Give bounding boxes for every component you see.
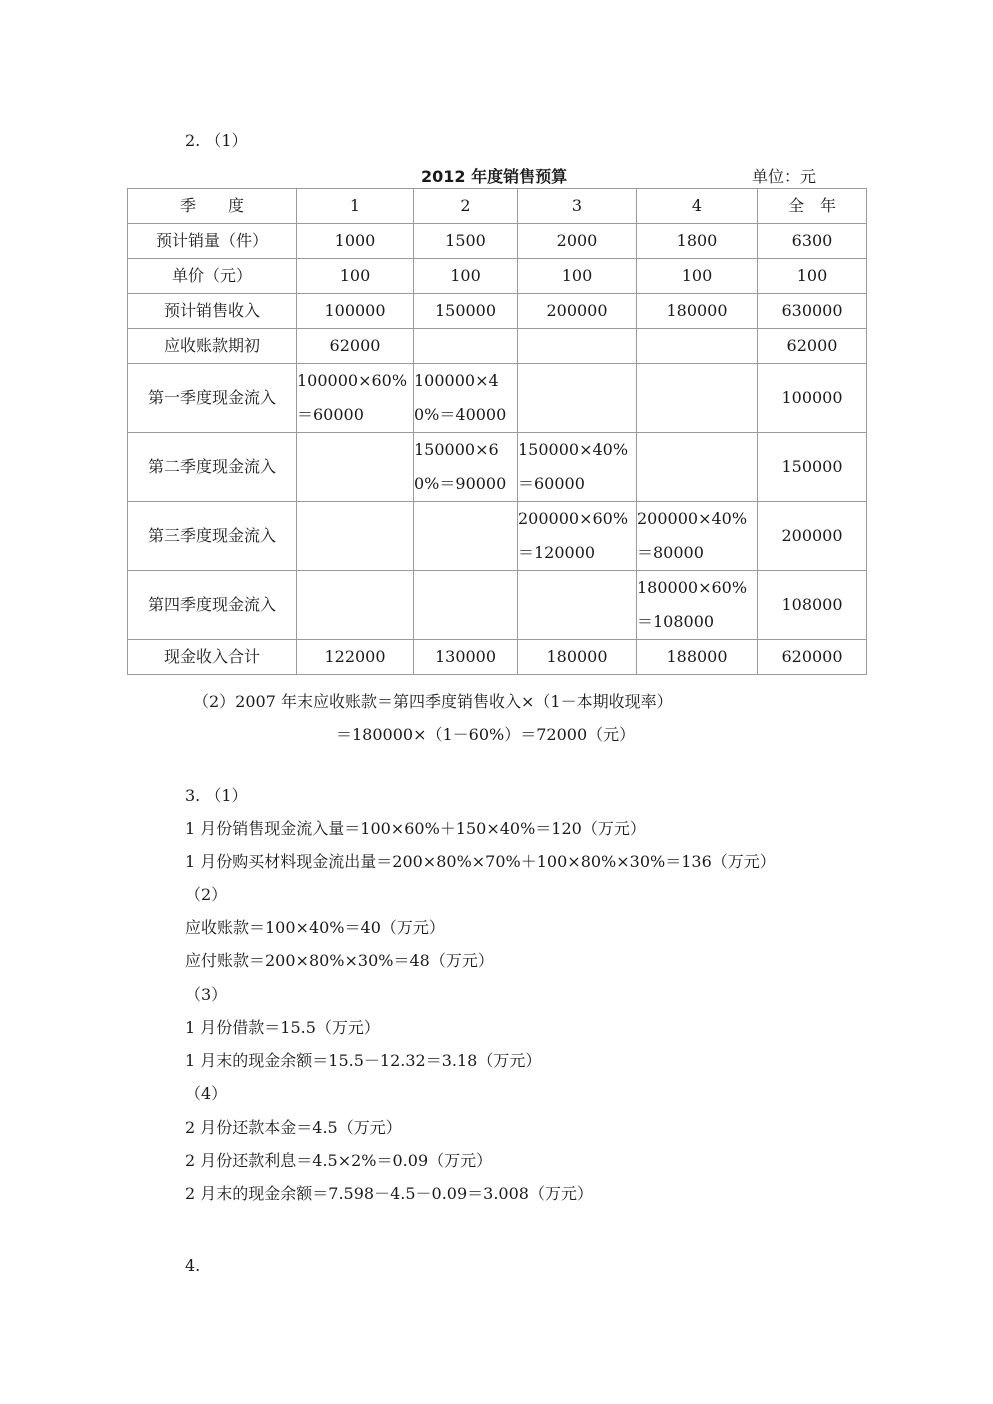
table-row — [128, 571, 867, 640]
table-cell: 100 — [297, 259, 414, 294]
table-cell: 200000 — [518, 294, 637, 329]
header-cell: 4 — [637, 189, 758, 224]
table-cell: 150000 — [758, 433, 867, 502]
table-cell: 180000 — [637, 294, 758, 329]
table-cell: 100 — [414, 259, 518, 294]
table-cell: 630000 — [758, 294, 867, 329]
table-row — [128, 294, 867, 329]
table-cell — [518, 571, 637, 640]
table-total-row — [128, 640, 867, 675]
table-cell — [414, 502, 518, 571]
table-cell: 180000 — [518, 640, 637, 675]
table-unit: 单位：元 — [752, 167, 817, 186]
table-cell: 62000 — [758, 329, 867, 364]
q3-line: （3） — [185, 985, 228, 1004]
table-row — [128, 224, 867, 259]
table-cell: 150000 — [414, 294, 518, 329]
q3-line: 应收账款＝100×40%＝40（万元） — [185, 918, 445, 937]
table-cell: 180000×60%＝108000 — [637, 571, 758, 640]
q2-part2-line1: （2）2007 年末应收账款＝第四季度销售收入×（1－本期收现率） — [193, 692, 673, 711]
table-header-row — [128, 189, 867, 224]
table-row — [128, 502, 867, 571]
table-cell: 122000 — [297, 640, 414, 675]
table-cell: 200000×40%＝80000 — [637, 502, 758, 571]
row-label: 应收账款期初 — [128, 329, 297, 364]
table-cell: 200000 — [758, 502, 867, 571]
q3-line: 应付账款＝200×80%×30%＝48（万元） — [185, 951, 494, 970]
q3-line: 2 月份还款本金＝4.5（万元） — [185, 1118, 402, 1137]
header-cell: 1 — [297, 189, 414, 224]
table-title: 2012 年度销售预算 — [421, 167, 568, 186]
q3-line: 2 月份还款利息＝4.5×2%＝0.09（万元） — [185, 1151, 493, 1170]
row-label: 第四季度现金流入 — [128, 571, 297, 640]
q3-line: 1 月份销售现金流入量＝100×60%＋150×40%＝120（万元） — [185, 819, 646, 838]
table-cell — [637, 329, 758, 364]
header-cell: 2 — [414, 189, 518, 224]
row-label: 单价（元） — [128, 259, 297, 294]
table-cell: 150000×40%＝60000 — [518, 433, 637, 502]
table-cell: 100000×60%＝60000 — [297, 364, 414, 433]
table-cell — [637, 433, 758, 502]
sales-budget-table — [127, 188, 867, 675]
table-cell: 62000 — [297, 329, 414, 364]
q2-part2-line2: ＝180000×（1－60%）＝72000（元） — [336, 725, 636, 744]
q3-line: 1 月末的现金余额＝15.5－12.32＝3.18（万元） — [185, 1051, 542, 1070]
row-label: 预计销量（件） — [128, 224, 297, 259]
table-cell: 100 — [758, 259, 867, 294]
row-label: 现金收入合计 — [128, 640, 297, 675]
q4-heading: 4. — [185, 1256, 201, 1275]
q3-line: 1 月份借款＝15.5（万元） — [185, 1018, 380, 1037]
table-cell: 100 — [518, 259, 637, 294]
table-row — [128, 433, 867, 502]
header-cell: 3 — [518, 189, 637, 224]
table-cell: 100 — [637, 259, 758, 294]
table-cell: 100000 — [297, 294, 414, 329]
table-row — [128, 259, 867, 294]
table-cell: 100000 — [758, 364, 867, 433]
q2-heading: 2. （1） — [185, 131, 248, 150]
table-cell — [518, 364, 637, 433]
header-cell: 季 度 — [128, 189, 297, 224]
table-cell: 1800 — [637, 224, 758, 259]
table-cell: 108000 — [758, 571, 867, 640]
table-cell — [297, 433, 414, 502]
table-cell: 2000 — [518, 224, 637, 259]
table-cell: 1000 — [297, 224, 414, 259]
q3-line: （2） — [185, 885, 228, 904]
row-label: 第三季度现金流入 — [128, 502, 297, 571]
header-cell: 全 年 — [758, 189, 867, 224]
table-cell — [414, 329, 518, 364]
row-label: 第一季度现金流入 — [128, 364, 297, 433]
table-cell — [297, 571, 414, 640]
table-cell — [297, 502, 414, 571]
q3-line: 1 月份购买材料现金流出量＝200×80%×70%＋100×80%×30%＝136（万元） — [185, 852, 776, 871]
q3-line: 3. （1） — [185, 786, 248, 805]
row-label: 第二季度现金流入 — [128, 433, 297, 502]
table-cell: 1500 — [414, 224, 518, 259]
q3-line: （4） — [185, 1084, 228, 1103]
table-cell: 6300 — [758, 224, 867, 259]
table-cell: 100000×40%＝40000 — [414, 364, 518, 433]
table-cell — [637, 364, 758, 433]
table-cell: 188000 — [637, 640, 758, 675]
q3-line: 2 月末的现金余额＝7.598－4.5－0.09＝3.008（万元） — [185, 1184, 593, 1203]
row-label: 预计销售收入 — [128, 294, 297, 329]
table-cell: 200000×60%＝120000 — [518, 502, 637, 571]
table-cell: 620000 — [758, 640, 867, 675]
table-row — [128, 329, 867, 364]
table-cell — [414, 571, 518, 640]
table-cell — [518, 329, 637, 364]
table-cell: 130000 — [414, 640, 518, 675]
table-row — [128, 364, 867, 433]
table-cell: 150000×60%＝90000 — [414, 433, 518, 502]
